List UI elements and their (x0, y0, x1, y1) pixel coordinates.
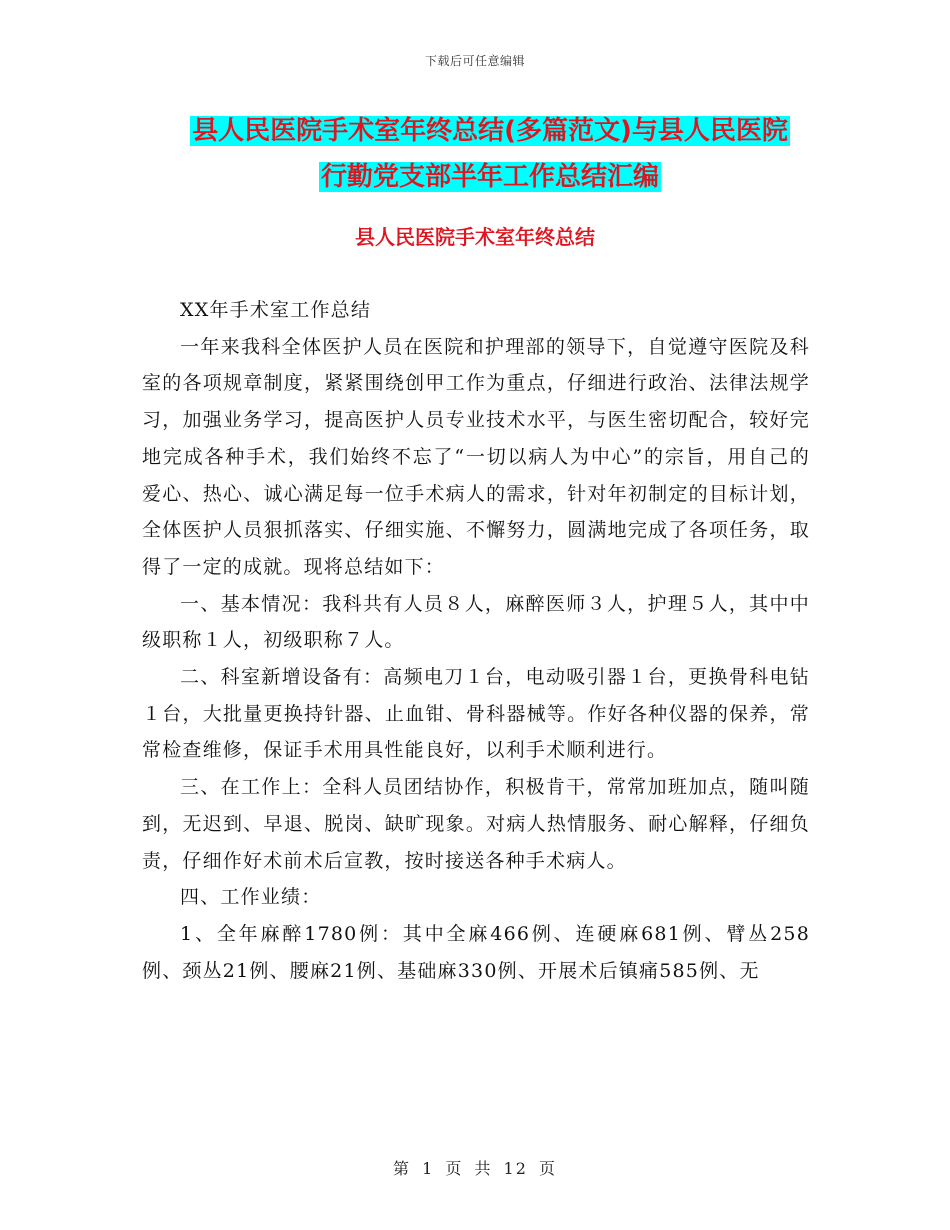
page-header-note: 下载后可任意编辑 (424, 54, 525, 68)
section-title: 县人民医院手术室年终总结 (355, 225, 595, 249)
document-title (150, 108, 830, 200)
paragraph: 一、基本情况：我科共有人员８人，麻醉医师３人，护理５人，其中中级职称１人，初级职称７人。 (142, 592, 810, 652)
paragraph: 三、在工作上：全科人员团结协作，积极肯干，常常加班加点，随叫随到，无迟到、早退、脱岗、缺旷现象。对病人热情服务、耐心解释，仔细负责，仔细作好术前术后宣教，按时接送各种手术病人。 (142, 776, 810, 872)
paragraph: 一年来我科全体医护人员在医院和护理部的领导下，自觉遵守医院及科室的各项规章制度，紧紧围绕创甲工作为重点，仔细进行政治、法律法规学习，加强业务学习，提高医护人员专业技术水平，与医生密切配合，较好完地完成各种手术，我们始终不忘了“一切以病人为中心”的宗旨，用自己的爱心、热心、诚心满足每一位手术病人的需求，针对年初制定的目标计划，全体医护人员狠抓落实、仔细实施、不懈努力，圆满地完成了各项任务，取得了一定的成就。现将总结如下： (142, 335, 810, 578)
paragraph: 1、全年麻醉1780例：其中全麻466例、连硬麻681例、臂丛258例、颈丛21例、腰麻21例、基础麻330例、开展术后镇痛585例、无 (142, 922, 810, 982)
document-body (142, 292, 810, 989)
paragraph: 四、工作业绩： (180, 886, 322, 909)
page-number: 第 1 页 共 12 页 (393, 1159, 557, 1178)
paragraph: 二、科室新增设备有：高频电刀１台，电动吸引器１台，更换骨科电钻１台，大批量更换持针器、止血钳、骨科器械等。作好各种仪器的保养，常常检查维修，保证手术用具性能良好，以利手术顺利进行。 (142, 666, 810, 762)
document-title-line-2: 行勤党支部半年工作总结汇编 (320, 162, 659, 192)
paragraph: XX年手术室工作总结 (180, 299, 372, 321)
document-title-line-1: 县人民医院手术室年终总结(多篇范文)与县人民医院 (192, 116, 788, 146)
